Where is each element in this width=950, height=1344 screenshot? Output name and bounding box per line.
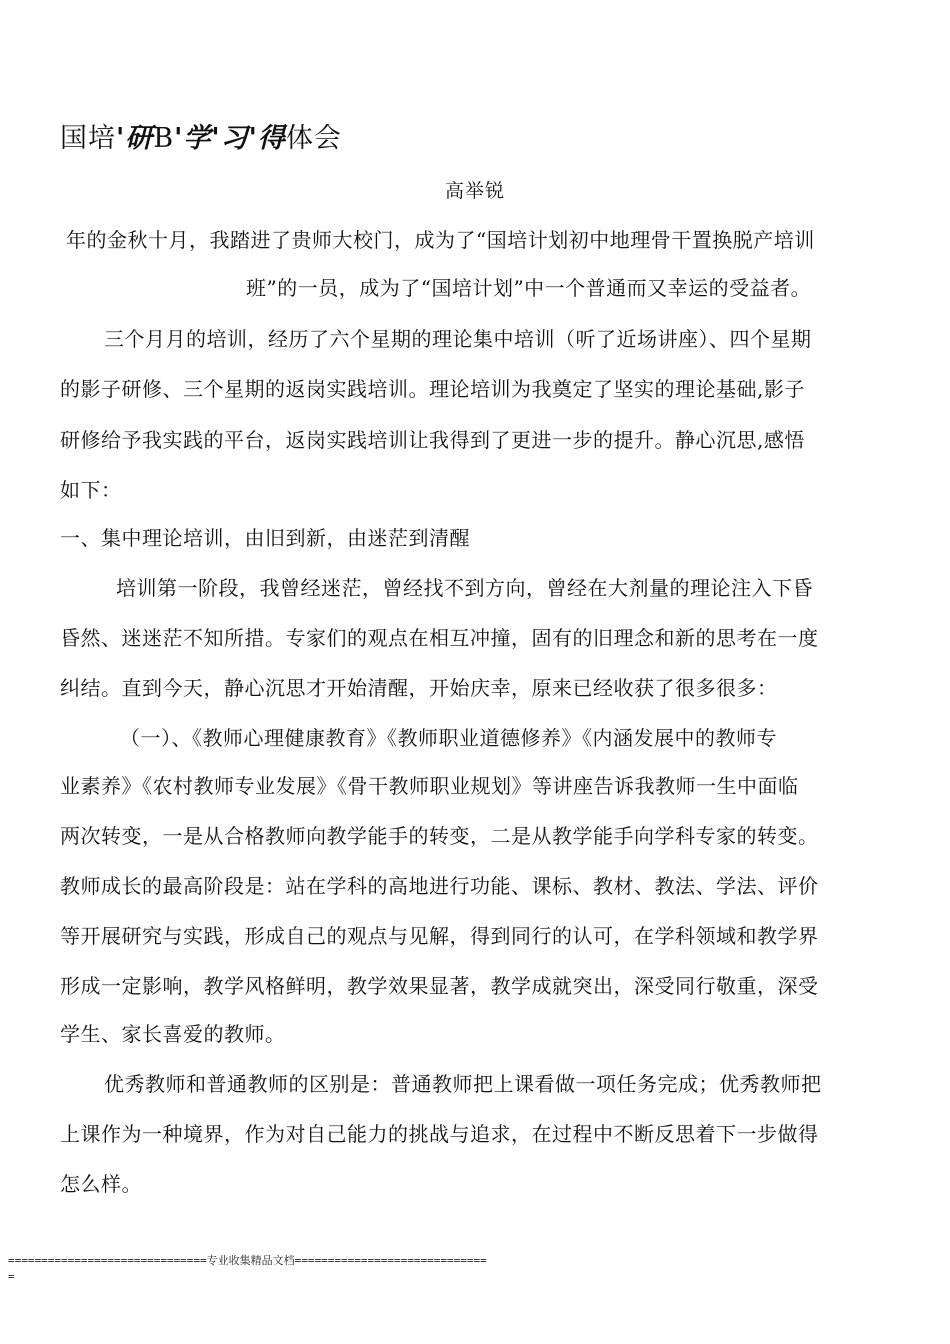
text-line: 年的金秋十月，我踏进了贵师大校门，成为了“国培计划初中地理骨干置换脱产培训 [66, 228, 815, 252]
text-line: 昏然、迷迷茫不知所措。专家们的观点在相互冲撞，固有的旧理念和新的思考在一度 [60, 626, 819, 650]
title-part-3: B [153, 123, 175, 154]
text-line: 优秀教师和普通教师的区别是：普通教师把上课看做一项任务完成；优秀教师把 [104, 1072, 822, 1096]
text-line: 形成一定影响，教学风格鲜明，教学效果显著，教学成就突出，深受同行敬重，深受 [60, 974, 819, 998]
text-line: 学生、家长喜爱的教师。 [60, 1022, 286, 1046]
text-line: 等开展研究与实践，形成自己的观点与见解，得到同行的认可，在学科领域和教学界 [60, 924, 819, 948]
title-part-4: '学'习'得 [174, 123, 286, 154]
author-name: 高举锐 [444, 180, 505, 202]
text-line: 的影子研修、三个星期的返岗实践培训。理论培训为我奠定了坚实的理论基础,影子 [60, 377, 805, 401]
text-line: 业素养》《农村教师专业发展》《骨干教师职业规划》等讲座告诉我教师一生中面临 [60, 774, 799, 798]
document-title [60, 116, 342, 155]
footer-banner [8, 1253, 487, 1285]
footer-line-2: = [8, 1270, 15, 1283]
text-line: （一）、《教师心理健康教育》《教师职业道德修养》《内涵发展中的教师专 [120, 726, 777, 750]
title-part-2: '研 [116, 123, 154, 154]
text-line: 纠结。直到今天，静心沉思才开始清醒，开始庆幸，原来已经收获了很多很多： [60, 676, 778, 700]
footer-line-1: ==============================专业收集精品文档============================= [8, 1254, 487, 1267]
text-line: 三个月月的培训，经历了六个星期的理论集中培训（听了近场讲座）、四个星期 [104, 327, 812, 351]
section-heading: 一、集中理论培训，由旧到新，由迷茫到清醒 [60, 526, 470, 550]
text-line: 两次转变，一是从合格教师向教学能手的转变，二是从教学能手向学科专家的转变。 [60, 824, 819, 848]
text-line: 培训第一阶段，我曾经迷茫，曾经找不到方向，曾经在大剂量的理论注入下昏 [116, 576, 813, 600]
title-part-5: 体会 [285, 123, 342, 154]
text-line: 上课作为一种境界，作为对自己能力的挑战与追求，在过程中不断反思着下一步做得 [60, 1122, 819, 1146]
text-line: 怎么样。 [60, 1172, 142, 1196]
title-part-1: 国培 [60, 123, 116, 154]
text-line: 教师成长的最高阶段是：站在学科的高地进行功能、课标、教材、教法、学法、评价 [60, 874, 819, 898]
text-line: 如下： [60, 478, 122, 502]
text-line: 研修给予我实践的平台，返岗实践培训让我得到了更进一步的提升。静心沉思,感悟 [60, 428, 805, 452]
text-line: 班”的一员，成为了“国培计划”中一个普通而又幸运的受益者。 [246, 276, 812, 300]
